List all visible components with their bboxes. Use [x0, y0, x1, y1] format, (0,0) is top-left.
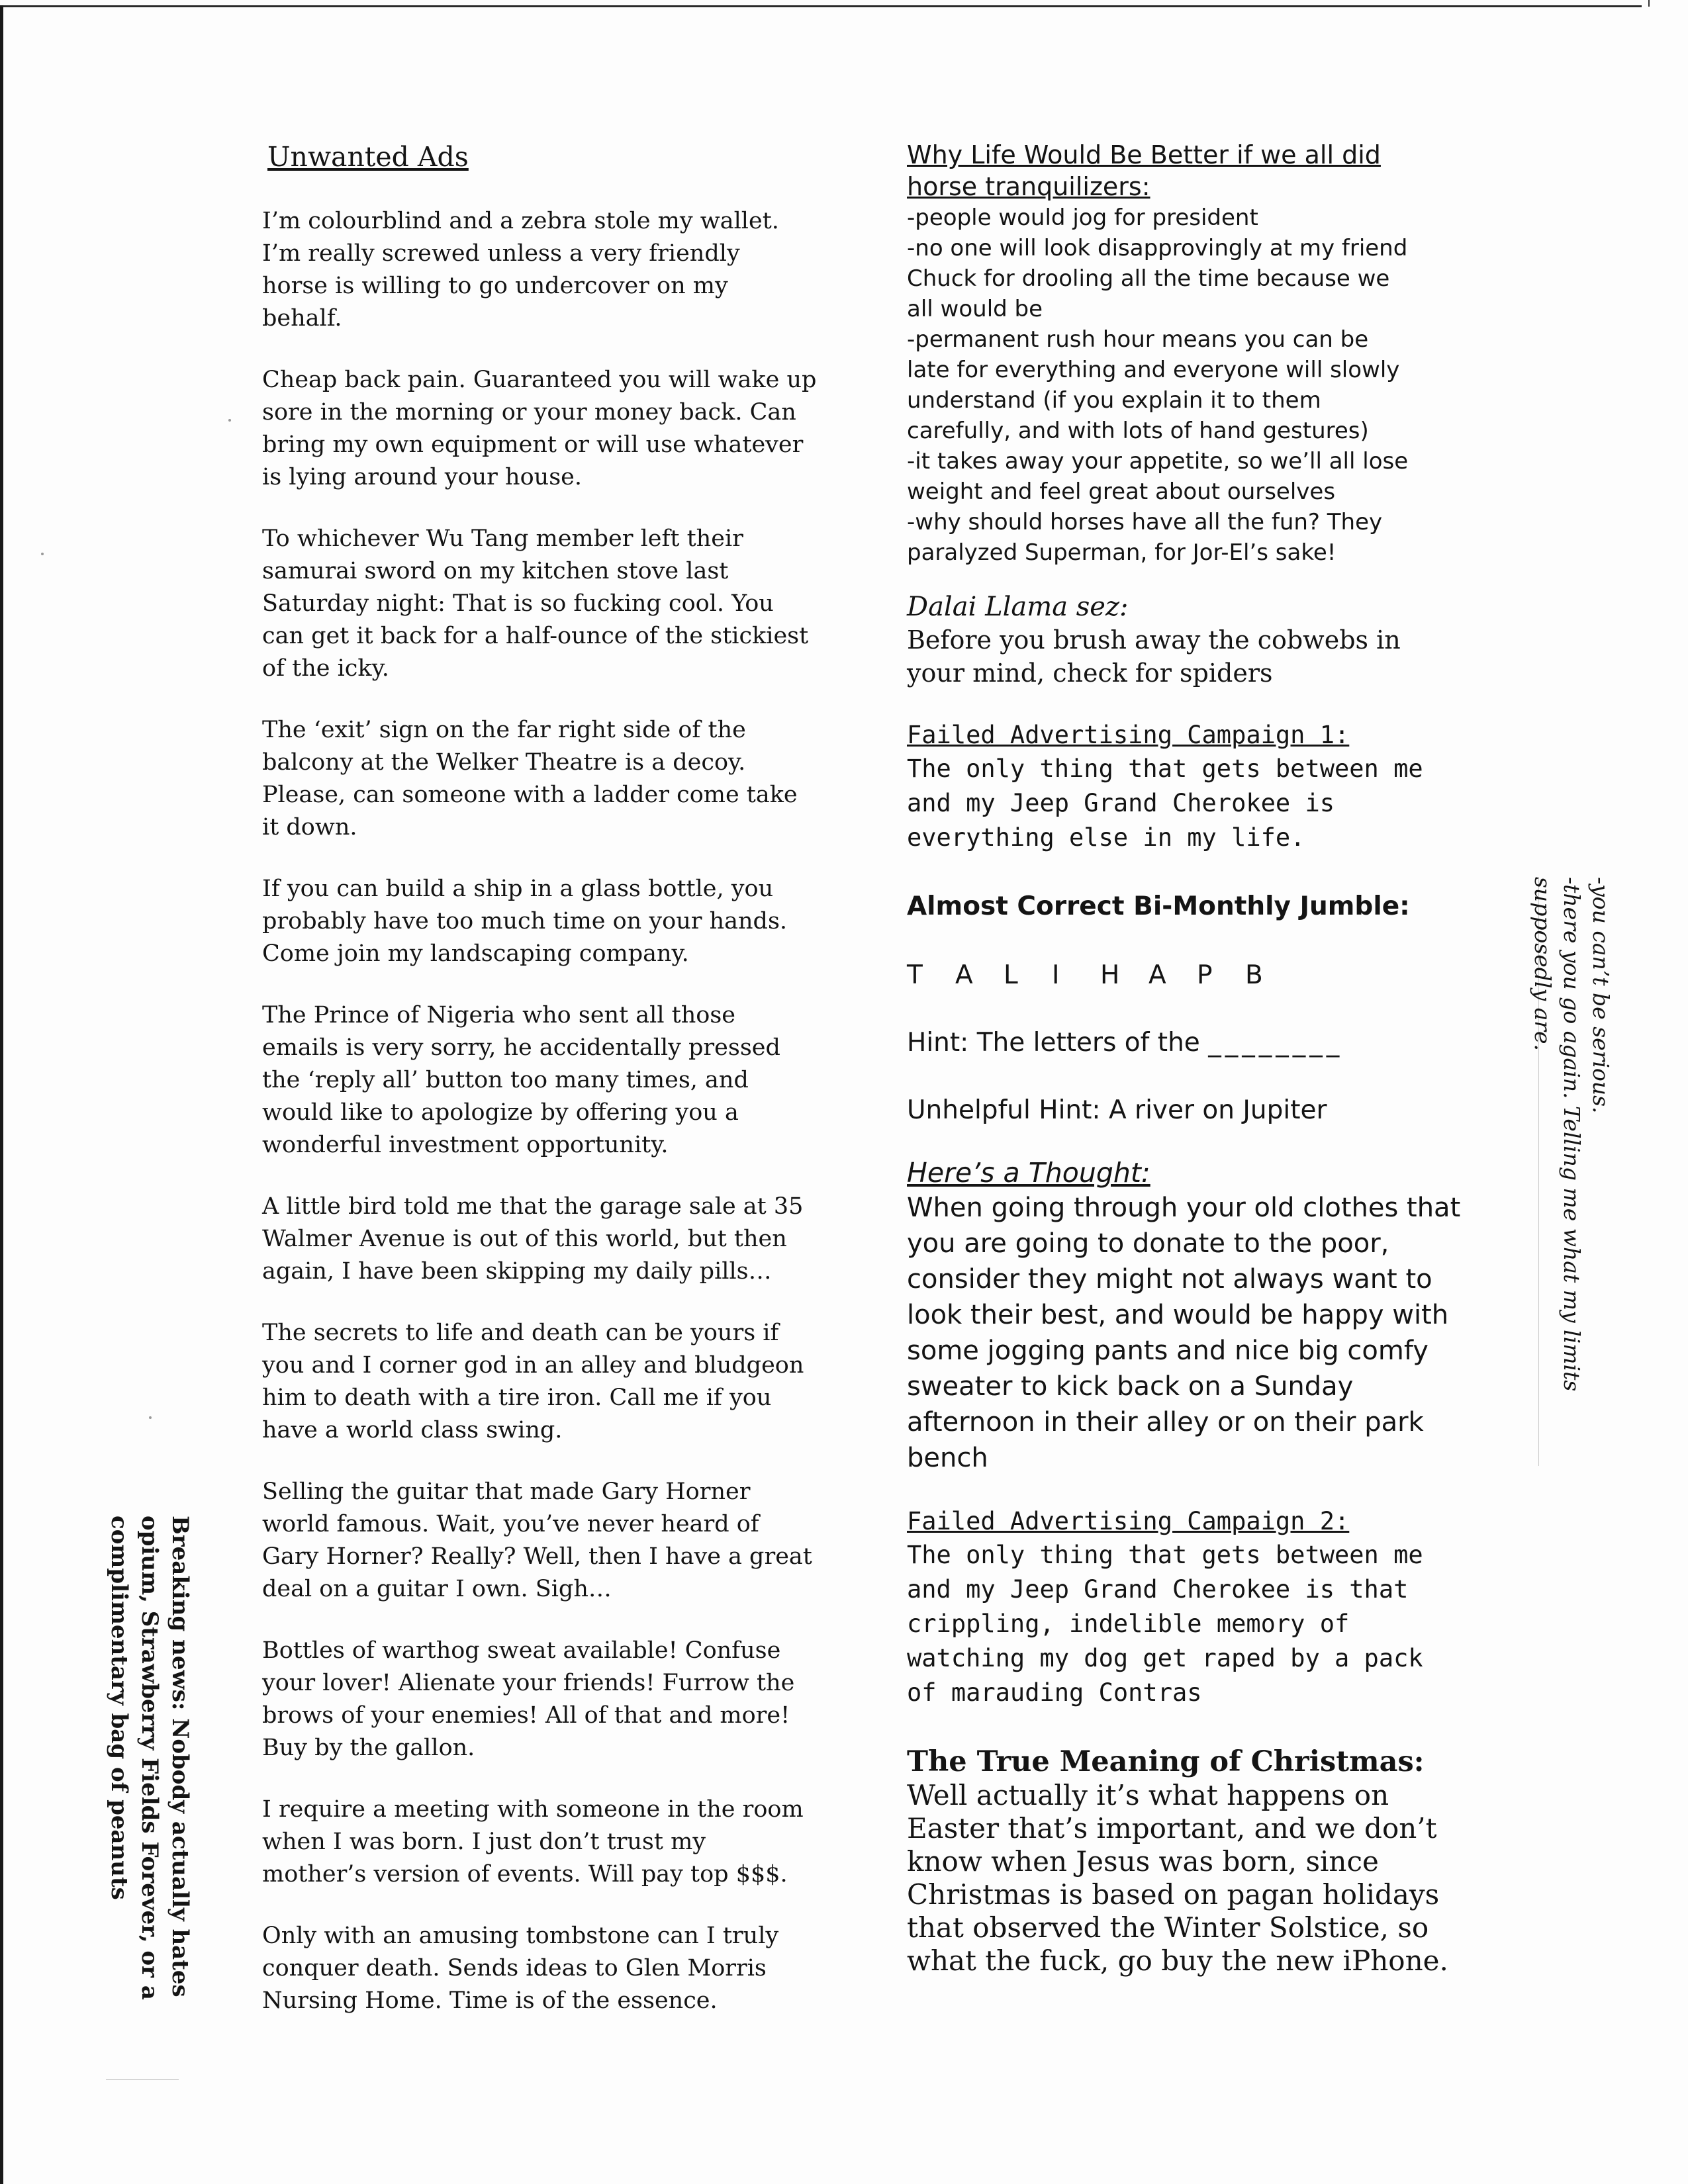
ad-line: The secrets to life and death can be yours if — [262, 1320, 779, 1346]
ad-item — [262, 1476, 831, 1606]
stray-rule — [106, 2079, 179, 2080]
christmas-line: Well actually it’s what happens on — [907, 1779, 1389, 1811]
jumble-unhelpful-hint: Unhelpful Hint: A river on Jupiter — [907, 1095, 1327, 1125]
ad-line: To whichever Wu Tang member left their — [262, 525, 743, 552]
ad-line: emails is very sorry, he accidentally pressed — [262, 1034, 780, 1061]
jumble-hint-label: Hint: The letters of the — [907, 1028, 1200, 1058]
ad-line: horse is willing to go undercover on my — [262, 273, 728, 299]
dalai-text — [907, 623, 1476, 690]
thought-section — [907, 1156, 1476, 1476]
horse-list-line: -it takes away your appetite, so we’ll all lose — [907, 448, 1409, 475]
campaign-2-line: crippling, indelible memory of — [907, 1610, 1350, 1638]
ad-line: wonderful investment opportunity. — [262, 1132, 669, 1158]
ad-line: your lover! Alienate your friends! Furrow the — [262, 1670, 795, 1696]
thought-line: look their best, and would be happy with — [907, 1300, 1449, 1330]
ad-line: the ‘reply all’ button too many times, and — [262, 1067, 749, 1093]
ad-line: of the icky. — [262, 655, 389, 682]
ad-line: samurai sword on my kitchen stove last — [262, 558, 729, 584]
thought-line: you are going to donate to the poor, — [907, 1228, 1389, 1259]
ad-line: would like to apologize by offering you a — [262, 1099, 739, 1126]
side-note-line: Breaking news: Nobody actually hates — [167, 1516, 193, 1997]
ad-line: sore in the morning or your money back. Can — [262, 399, 796, 426]
ad-item — [262, 205, 831, 335]
ad-line: The Prince of Nigeria who sent all those — [262, 1002, 736, 1028]
horse-list-line: understand (if you explain it to them — [907, 387, 1321, 414]
thought-title: Here’s a Thought: — [907, 1157, 1150, 1189]
side-note-right — [1530, 877, 1615, 1466]
campaign-1-text — [907, 752, 1476, 855]
scan-speck — [228, 419, 231, 422]
side-note-line: supposedly are. — [1530, 877, 1556, 1052]
horse-list-line: weight and feel great about ourselves — [907, 478, 1336, 505]
ad-line: again, I have been skipping my daily pills… — [262, 1258, 772, 1285]
jumble-section — [907, 889, 1476, 1128]
dalai-line: Before you brush away the cobwebs in — [907, 625, 1401, 655]
horse-list-line: all would be — [907, 296, 1043, 322]
unwanted-ads-title: Unwanted Ads — [267, 141, 469, 173]
campaign-1-line: everything else in my life. — [907, 823, 1305, 852]
ad-line: I’m colourblind and a zebra stole my wallet. — [262, 208, 779, 234]
ad-line: The ‘exit’ sign on the far right side of the — [262, 717, 746, 743]
campaign-2-text — [907, 1538, 1476, 1710]
thought-line: When going through your old clothes that — [907, 1193, 1461, 1223]
campaign-1-line: and my Jeep Grand Cherokee is — [907, 789, 1335, 817]
jumble-letter: P — [1197, 960, 1213, 990]
ad-line: have a world class swing. — [262, 1417, 563, 1443]
ad-line: bring my own equipment or will use whatever — [262, 432, 804, 458]
ad-item — [262, 523, 831, 685]
campaign-1-section — [907, 719, 1476, 855]
thought-line: sweater to kick back on a Sunday — [907, 1371, 1354, 1402]
ad-line: Saturday night: That is so fucking cool. You — [262, 590, 774, 617]
horse-section-title — [907, 139, 1476, 203]
ad-line: you and I corner god in an alley and bludgeon — [262, 1352, 804, 1379]
dalai-title: Dalai Llama sez: — [907, 592, 1129, 622]
thought-line: afternoon in their alley or on their park — [907, 1407, 1424, 1437]
ad-line: Nursing Home. Time is of the essence. — [262, 1987, 718, 2014]
side-note-line: -there you go again. Telling me what my limits — [1559, 877, 1585, 1392]
ad-line: Please, can someone with a ladder come take — [262, 782, 798, 808]
ad-line: brows of your enemies! All of that and more! — [262, 1702, 790, 1729]
jumble-letter: L — [1004, 960, 1018, 990]
campaign-2-section — [907, 1505, 1476, 1710]
ad-line: If you can build a ship in a glass bottle, you — [262, 876, 774, 902]
ad-line: him to death with a tire iron. Call me if you — [262, 1385, 772, 1411]
ad-line: probably have too much time on your hands. — [262, 908, 788, 934]
jumble-letter: B — [1245, 960, 1263, 990]
campaign-1-line: The only thing that gets between me — [907, 754, 1423, 783]
thought-text — [907, 1190, 1476, 1476]
christmas-line: Christmas is based on pagan holidays — [907, 1878, 1440, 1911]
dalai-section — [907, 590, 1476, 690]
ad-line: is lying around your house. — [262, 464, 582, 490]
ads-list — [262, 205, 831, 2017]
jumble-letter: A — [955, 960, 973, 990]
ad-line: behalf. — [262, 305, 342, 332]
ad-item — [262, 1920, 831, 2017]
horse-list-line: paralyzed Superman, for Jor-El’s sake! — [907, 539, 1336, 566]
side-note-line: -you can’t be serious. — [1588, 877, 1614, 1114]
horse-title-line: Why Life Would Be Better if we all did — [907, 140, 1381, 169]
ad-line: world famous. Wait, you’ve never heard of — [262, 1511, 759, 1537]
ad-item — [262, 873, 831, 970]
dalai-line: your mind, check for spiders — [907, 659, 1273, 688]
ad-line: it down. — [262, 814, 357, 841]
jumble-title: Almost Correct Bi-Monthly Jumble: — [907, 891, 1410, 921]
ad-line: Walmer Avenue is out of this world, but then — [262, 1226, 787, 1252]
christmas-text — [907, 1779, 1476, 1978]
christmas-line: Easter that’s important, and we don’t — [907, 1812, 1437, 1844]
ad-item — [262, 1317, 831, 1447]
ad-line: conquer death. Sends ideas to Glen Morris — [262, 1955, 767, 1981]
jumble-letter: T — [907, 960, 923, 990]
campaign-2-line: and my Jeep Grand Cherokee is that — [907, 1575, 1409, 1604]
christmas-title: The True Meaning of Christmas: — [907, 1745, 1425, 1778]
horse-list-line: -no one will look disapprovingly at my friend — [907, 235, 1408, 261]
ad-line: Only with an amusing tombstone can I truly — [262, 1923, 779, 1949]
ad-line: Bottles of warthog sweat available! Confuse — [262, 1637, 781, 1664]
ad-line: Buy by the gallon. — [262, 1735, 475, 1761]
ad-line: mother’s version of events. Will pay top $$$. — [262, 1861, 788, 1888]
unwanted-ads-column — [262, 139, 831, 2046]
ad-item — [262, 999, 831, 1161]
ad-line: Gary Horner? Really? Well, then I have a great — [262, 1543, 812, 1570]
jumble-letter: A — [1149, 960, 1166, 990]
thought-line: some jogging pants and nice big comfy — [907, 1336, 1429, 1366]
horse-list — [907, 203, 1476, 568]
ad-line: Cheap back pain. Guaranteed you will wake up — [262, 367, 817, 393]
ad-item — [262, 1635, 831, 1764]
ad-line: balcony at the Welker Theatre is a decoy. — [262, 749, 746, 776]
right-column — [907, 139, 1476, 1978]
ad-line: can get it back for a half-ounce of the stickiest — [262, 623, 809, 649]
campaign-2-line: watching my dog get raped by a pack — [907, 1644, 1423, 1672]
ad-line: Come join my landscaping company. — [262, 940, 689, 967]
jumble-hint-blank: ________ — [1208, 1028, 1344, 1058]
ad-line: Selling the guitar that made Gary Horner — [262, 1479, 751, 1505]
thought-line: bench — [907, 1443, 988, 1473]
horse-list-line: -why should horses have all the fun? They — [907, 509, 1383, 535]
page-top-rule — [0, 5, 1642, 7]
christmas-section — [907, 1745, 1476, 1978]
jumble-letters — [907, 958, 1476, 993]
page-left-edge — [0, 5, 3, 2184]
horse-list-line: late for everything and everyone will slowly — [907, 357, 1400, 383]
horse-list-line: carefully, and with lots of hand gestures) — [907, 418, 1369, 444]
side-note-left — [96, 1516, 195, 2005]
side-note-line: opium, Strawberry Fields Forever, or a — [136, 1516, 163, 2000]
ad-item — [262, 714, 831, 844]
horse-list-line: Chuck for drooling all the time because we — [907, 265, 1390, 292]
campaign-2-line: of marauding Contras — [907, 1678, 1202, 1707]
ad-line: when I was born. I just don’t trust my — [262, 1829, 706, 1855]
christmas-line: what the fuck, go buy the new iPhone. — [907, 1944, 1448, 1977]
scan-speck — [41, 553, 44, 555]
corner-mark — [1643, 0, 1650, 7]
jumble-letter: H — [1100, 960, 1120, 990]
ad-item — [262, 1794, 831, 1891]
ad-line: I’m really screwed unless a very friendly — [262, 240, 740, 267]
ad-line: I require a meeting with someone in the room — [262, 1796, 804, 1823]
horse-list-line: -permanent rush hour means you can be — [907, 326, 1369, 353]
christmas-line: know when Jesus was born, since — [907, 1845, 1379, 1878]
ad-line: deal on a guitar I own. Sigh… — [262, 1576, 612, 1602]
ad-item — [262, 364, 831, 494]
ad-item — [262, 1191, 831, 1288]
christmas-line: that observed the Winter Solstice, so — [907, 1911, 1429, 1944]
ad-line: A little bird told me that the garage sale at 35 — [262, 1193, 804, 1220]
jumble-letter: I — [1052, 960, 1060, 990]
horse-title-line: horse tranquilizers: — [907, 172, 1150, 201]
campaign-1-title: Failed Advertising Campaign 1: — [907, 721, 1350, 749]
scan-speck — [149, 1416, 152, 1419]
campaign-2-line: The only thing that gets between me — [907, 1541, 1423, 1569]
side-note-line: complimentary bag of peanuts — [106, 1516, 132, 1900]
thought-line: consider they might not always want to — [907, 1264, 1432, 1295]
jumble-hint — [907, 1026, 1476, 1060]
horse-section — [907, 139, 1476, 568]
campaign-2-title: Failed Advertising Campaign 2: — [907, 1507, 1350, 1535]
horse-list-line: -people would jog for president — [907, 205, 1258, 231]
